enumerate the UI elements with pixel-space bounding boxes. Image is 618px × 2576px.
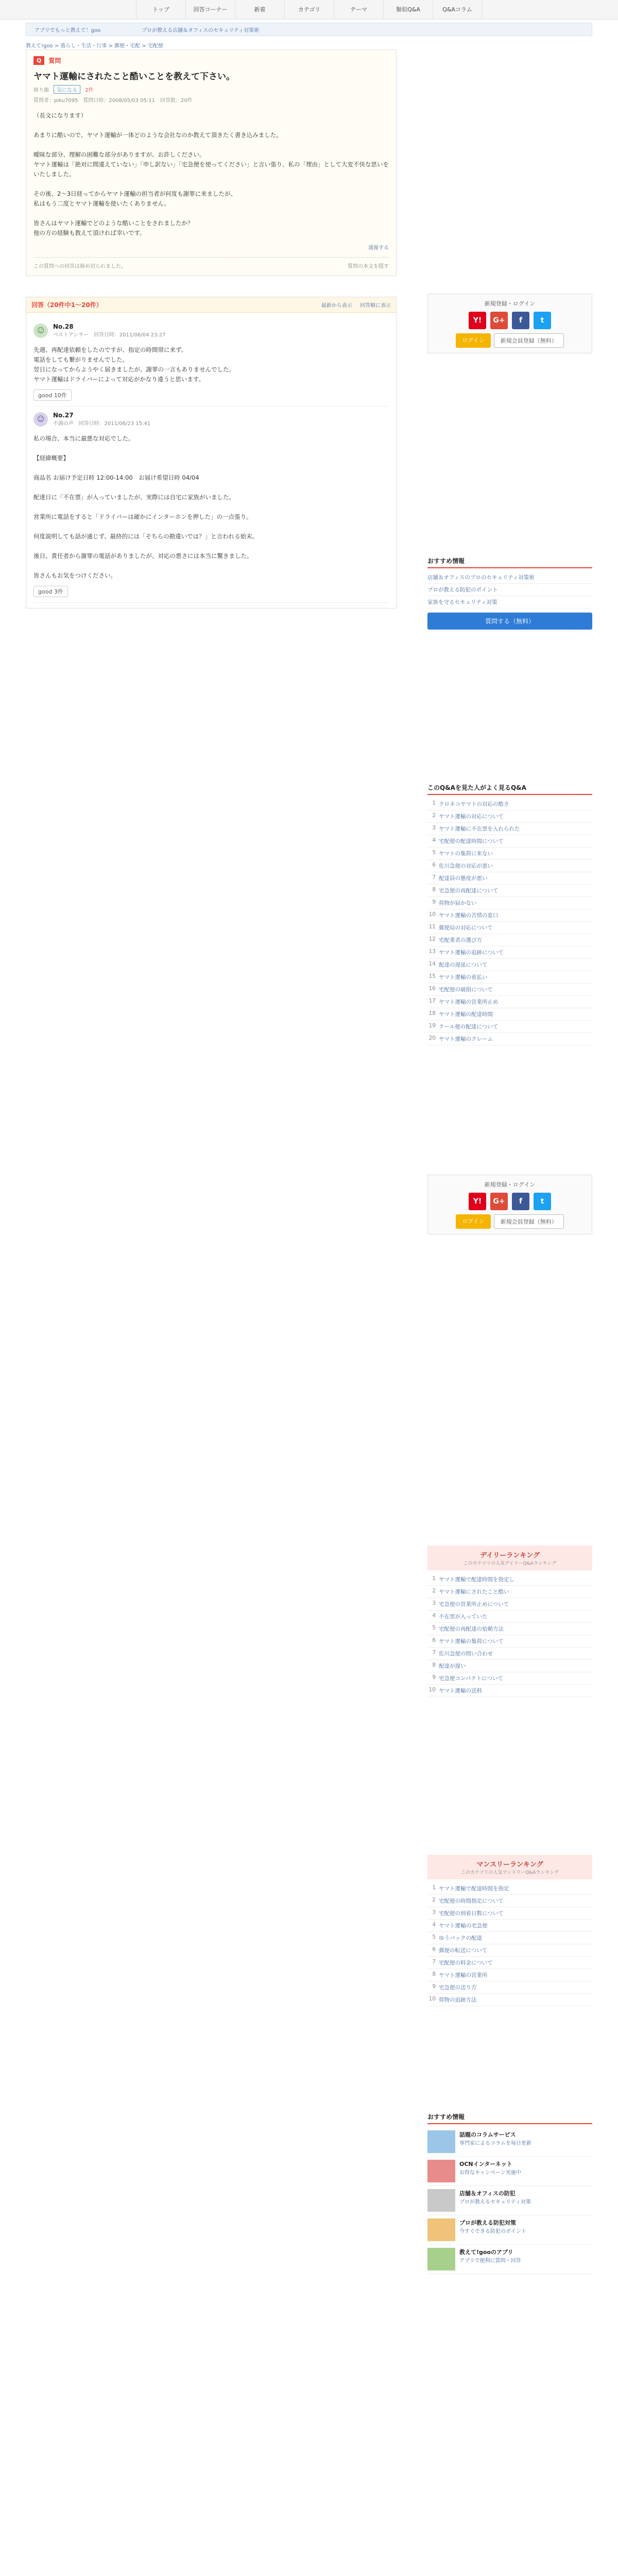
google-icon[interactable]: G+ (490, 312, 508, 329)
daily-item[interactable]: 3 宅急便の営業所止めについて (427, 1598, 592, 1611)
related-item[interactable]: 12 宅配業者の選び方 (427, 934, 592, 946)
hide-body-link[interactable]: 質問の本文を隠す (348, 264, 389, 269)
question-box (26, 49, 397, 276)
nav-theme[interactable]: テーマ (334, 0, 383, 20)
related-item[interactable]: 18 ヤマト運輸の配達時間 (427, 1008, 592, 1021)
ask-question-button[interactable]: 質問する（無料） (427, 613, 592, 630)
breadcrumb[interactable]: 教えて!goo > 暮らし・生活・行事 > 郵便・宅配 > 宅配便 (26, 43, 163, 49)
sort-newest[interactable]: 最新から表示 (321, 303, 352, 309)
login-title-2: 新規登録・ログイン (484, 1181, 536, 1188)
ad-item[interactable]: 店舗＆オフィスの防犯 プロが教えるセキュリティ対策 (427, 2186, 592, 2215)
ad-item[interactable]: プロが教える防犯対策 今すぐできる防犯のポイント (427, 2215, 592, 2245)
related-item[interactable]: 17 ヤマト運輸の営業所止め (427, 996, 592, 1008)
good-button[interactable]: good 10件 (33, 389, 72, 401)
nav-top[interactable]: トップ (136, 0, 185, 20)
question-meta-line: 質問者：piku7095 質問日時：2008/05/03 05:11 回答数：20件 (33, 98, 193, 104)
promo-banner (26, 23, 592, 36)
yahoo-icon[interactable]: Y! (469, 312, 486, 329)
sidebar-osusume (427, 556, 592, 630)
osusume-item[interactable]: 家族を守るセキュリティ対策 (427, 596, 592, 608)
closed-notice (33, 257, 389, 269)
monthly-item[interactable]: 6 郵便の転送について (427, 1944, 592, 1957)
banner-app-link[interactable]: アプリでもっと教えて！goo (35, 27, 101, 33)
good-button[interactable]: good 3件 (33, 586, 68, 597)
answers-box (26, 297, 397, 608)
osusume-item[interactable]: プロが教える防犯のポイント (427, 584, 592, 596)
related-item[interactable]: 9 荷物が届かない (427, 897, 592, 909)
twitter-icon[interactable]: t (534, 312, 551, 329)
osusume-item[interactable]: 店舗＆オフィスのプロのセキュリティ対策術 (427, 571, 592, 584)
answer-meta: 回答日時：2011/06/04 23:27 (93, 332, 166, 338)
daily-item[interactable]: 9 宅急便コンパクトについて (427, 1672, 592, 1685)
answer-body: 私の場合、本当に最悪な対応でした。 【経緯概要】 商品名 お届け予定日時 12:00-14:00 お届け希望日時 04/04 配達日に「不在票」が入っていましたが、実際には自宅に家族がいました。 営業所に電話をすると「ドライバーは確かにインターホンを押した」の一点張り。 何度説明しても話が通じず、最終的には「そちらの勘違いでは？」と言われる始末。 後日、責任者から謝罪の電話がありましたが、対応の悪さには本当に驚きました。 皆さんもお気をつけください。 (33, 435, 259, 579)
watch-button[interactable]: 気になる (54, 85, 80, 94)
monthly-item[interactable]: 7 宅配便の料金について (427, 1957, 592, 1969)
avatar-icon: ☺ (33, 412, 48, 427)
avatar-icon: ☺ (33, 324, 48, 338)
twitter-icon[interactable]: t (534, 1193, 551, 1210)
register-button-2[interactable]: 新規会員登録（無料） (494, 1214, 564, 1229)
related-item[interactable]: 13 ヤマト運輸の追跡について (427, 946, 592, 959)
banner-security-link[interactable]: プロが教える店舗＆オフィスのセキュリティ対策術 (142, 27, 260, 33)
related-item[interactable]: 1 クロネコヤマトの対応の酷さ (427, 798, 592, 810)
login-button-2[interactable]: ログイン (456, 1214, 490, 1229)
monthly-item[interactable]: 10 荷物の追跡方法 (427, 1994, 592, 2006)
question-meta (33, 85, 389, 104)
ad-item[interactable]: 教えて!gooのアプリ アプリで便利に質問・回答 (427, 2245, 592, 2274)
related-item[interactable]: 4 宅配便の配達時間について (427, 835, 592, 848)
nav-similar-qa[interactable]: 類似Q&A (383, 0, 433, 20)
sidebar-related (427, 783, 592, 1045)
related-item[interactable]: 2 ヤマト運輸の対応について (427, 810, 592, 823)
login-title: 新規登録・ログイン (484, 300, 536, 307)
daily-item[interactable]: 7 佐川急便の問い合わせ (427, 1648, 592, 1660)
daily-item[interactable]: 1 ヤマト運輸で配達時間を指定し (427, 1573, 592, 1586)
nav-qa-column[interactable]: Q&Aコラム (433, 0, 482, 20)
question-title: ヤマト運輸にされたこと酷いことを教えて下さい。 (33, 72, 235, 82)
answer-item (33, 318, 389, 406)
related-item[interactable]: 16 宅配便の破損について (427, 984, 592, 996)
login-box-2 (427, 1175, 592, 1234)
monthly-item[interactable]: 1 ヤマト運輸で配達時間を指定 (427, 1883, 592, 1895)
sidebar-login-top (427, 294, 592, 364)
daily-ranking-title: デイリーランキング このカテゴリの人気デイリーQ&Aランキング (427, 1546, 592, 1570)
daily-item[interactable]: 4 不在票が入っていた (427, 1611, 592, 1623)
related-item[interactable]: 3 ヤマト運輸に不在票を入れられた (427, 823, 592, 835)
sidebar-login-bottom (427, 1175, 592, 1245)
question-label: 質問 (48, 57, 61, 64)
closed-text: この質問への回答は締め切られました。 (33, 264, 126, 269)
register-button[interactable]: 新規会員登録（無料） (494, 333, 564, 348)
question-body: （長文になります） あまりに酷いので、ヤマト運輸が一体どのような会社なのか教えて頂きたく書き込みました。 曖昧な部分、理解の困難な部分がありますが、お許しください。 ヤマト運輸は「絶対に間違えていない」「申し訳ない」「宅急便を使ってください」と言い張り、私の「理由」として大変不快な思いをいたしました。 その後、2～3日経ってからヤマト運輸の担当者が何度も謝罪に来ましたが、 私はもう二度とヤマト運輸を使いたくありません。 皆さんはヤマト運輸でどのような酷いことをされましたか？ 他の方の経験も教えて頂ければ幸いです。 (33, 112, 389, 236)
facebook-icon[interactable]: f (512, 1193, 529, 1210)
daily-item[interactable]: 6 ヤマト運輸の集荷について (427, 1635, 592, 1648)
answer-number: No.27 (53, 412, 74, 419)
related-item[interactable]: 14 配達の遅延について (427, 959, 592, 971)
monthly-ranking-title: マンスリーランキング このカテゴリの人気マンスリーQ&Aランキング (427, 1855, 592, 1879)
main-content (26, 49, 397, 608)
monthly-item[interactable]: 5 ゆうパックの配達 (427, 1932, 592, 1944)
monthly-item[interactable]: 2 宅配便の時間指定について (427, 1895, 592, 1907)
daily-item[interactable]: 8 配達が遅い (427, 1660, 592, 1672)
answer-body: 先週、再配達依頼をしたのですが、指定の時間帯に来ず、 電話をしても繋がりませんでした。 翌日になってからようやく届きましたが、謝罪の一言もありませんでした。 ヤマト運輸はドライバーによって対応がかなり違うと思います。 (33, 346, 235, 383)
daily-item[interactable]: 2 ヤマト運輸にされたこと酷い (427, 1586, 592, 1598)
osusume-title: おすすめ情報 (427, 556, 592, 568)
question-user[interactable]: 困り顔 (33, 88, 49, 93)
question-icon: Q (33, 56, 44, 65)
related-item[interactable]: 6 佐川急便の対応が悪い (427, 860, 592, 872)
related-item[interactable]: 10 ヤマト運輸の苦情の窓口 (427, 909, 592, 922)
daily-item[interactable]: 5 宅配便の再配達の依頼方法 (427, 1623, 592, 1635)
related-item[interactable]: 20 ヤマト運輸のクレーム (427, 1033, 592, 1045)
monthly-item[interactable]: 3 宅配便の到着日数について (427, 1907, 592, 1920)
answer-item (33, 406, 389, 603)
top-navigation (0, 0, 618, 20)
monthly-item[interactable]: 8 ヤマト運輸の営業所 (427, 1969, 592, 1981)
ads-title: おすすめ情報 (427, 2112, 592, 2124)
ad-item[interactable]: 話題のコラムサービス 専門家によるコラムを毎日更新 (427, 2127, 592, 2157)
ad-item[interactable]: OCNインターネット お得なキャンペーン実施中 (427, 2157, 592, 2186)
login-box (427, 294, 592, 353)
related-item[interactable]: 19 クール便の配達について (427, 1021, 592, 1033)
sort-oldest[interactable]: 回答順に表示 (360, 303, 391, 309)
nav-category[interactable]: カテゴリ (284, 0, 334, 20)
sidebar-daily-ranking (427, 1546, 592, 1697)
related-item[interactable]: 8 宅急便の再配達について (427, 885, 592, 897)
yahoo-icon[interactable]: Y! (469, 1193, 486, 1210)
answer-user[interactable]: 不満の声 (53, 421, 74, 427)
sidebar-ads (427, 2112, 592, 2274)
related-list (427, 798, 592, 1045)
answers-title: 回答（20件中1～20件） (31, 301, 102, 309)
answer-meta: 回答日時：2011/06/23 15:41 (78, 421, 151, 427)
monthly-item[interactable]: 4 ヤマト運輸の宅急便 (427, 1920, 592, 1932)
related-item[interactable]: 11 郵便局の対応について (427, 922, 592, 934)
related-item[interactable]: 15 ヤマト運輸の着払い (427, 971, 592, 984)
related-item[interactable]: 5 ヤマトの集荷に来ない (427, 848, 592, 860)
daily-item[interactable]: 10 ヤマト運輸の送料 (427, 1685, 592, 1697)
report-link[interactable]: 通報する (368, 245, 389, 251)
nav-answer-corner[interactable]: 回答コーナー (185, 0, 235, 20)
answer-user[interactable]: ベストアンサー (53, 332, 89, 338)
watch-count: 2件 (85, 88, 94, 93)
login-button[interactable]: ログイン (456, 333, 490, 348)
answer-number: No.28 (53, 323, 74, 330)
facebook-icon[interactable]: f (512, 312, 529, 329)
google-icon[interactable]: G+ (490, 1193, 508, 1210)
related-title: このQ&Aを見た人がよく見るQ&A (427, 783, 592, 795)
sidebar-monthly-ranking (427, 1855, 592, 2006)
monthly-item[interactable]: 9 宅急便の送り方 (427, 1981, 592, 1994)
nav-new[interactable]: 新着 (235, 0, 284, 20)
related-item[interactable]: 7 配達員の態度が悪い (427, 872, 592, 885)
